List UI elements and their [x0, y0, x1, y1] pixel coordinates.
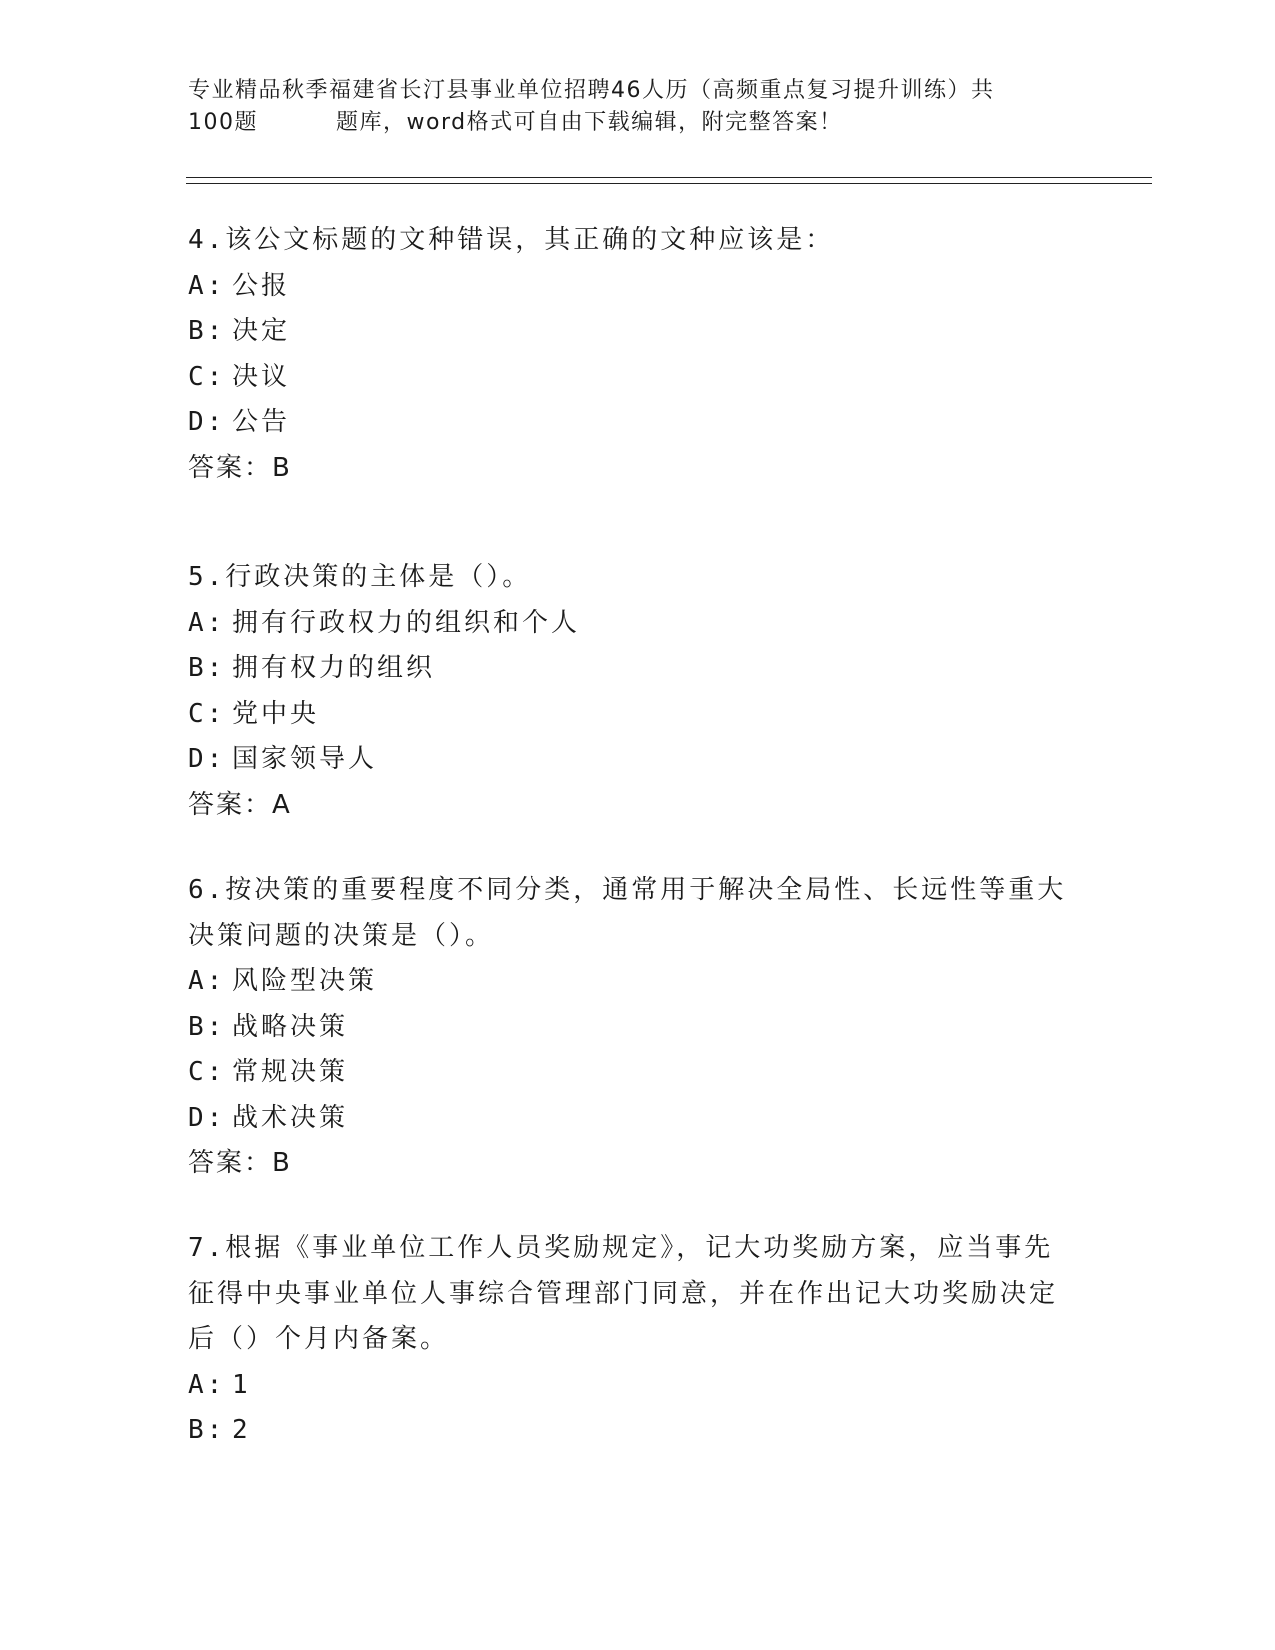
option-c: [188, 692, 1068, 738]
option-text: 1: [232, 1369, 251, 1400]
option-d: [188, 400, 1068, 446]
option-text: 国家领导人: [232, 744, 378, 774]
option-b: [188, 309, 1068, 355]
question-stem-line1: 6.按决策的重要程度不同分类，通常用于解决全局性、长远性等重大: [188, 875, 1067, 905]
option-text: 常规决策: [232, 1057, 349, 1087]
option-text: 风险型决策: [232, 966, 378, 996]
option-b: [188, 646, 1068, 692]
option-d: [188, 1096, 1068, 1142]
option-text: 战术决策: [232, 1102, 349, 1133]
header-divider-bottom: [186, 183, 1152, 184]
option-text: 2: [232, 1415, 251, 1445]
option-c: [188, 355, 1068, 401]
header-description: 题库，word格式可自由下载编辑，附完整答案！: [336, 110, 843, 135]
option-b: [188, 1005, 1068, 1051]
option-text: 决议: [232, 361, 291, 392]
question-6: [188, 868, 1068, 1187]
question-stem-line1: 7.根据《事业单位工作人员奖励规定》，记大功奖励方案，应当事先: [188, 1233, 1054, 1263]
header-question-count: 100题: [188, 110, 258, 135]
option-letter: C:: [188, 361, 226, 392]
question-stem-line2: 决策问题的决策是（）。: [188, 920, 495, 951]
question-stem: 4.该公文标题的文种错误，其正确的文种应该是：: [188, 225, 835, 255]
option-letter: B:: [188, 653, 226, 683]
answer: 答案：A: [188, 789, 292, 820]
option-letter: C:: [188, 1057, 226, 1087]
option-letter: A:: [188, 270, 226, 301]
header-title-line2: [188, 107, 1088, 139]
option-letter: D:: [188, 744, 226, 774]
document-header: [188, 75, 1088, 139]
option-letter: B:: [188, 316, 226, 346]
option-text: 战略决策: [232, 1011, 349, 1042]
option-text: 公报: [232, 270, 291, 301]
option-text: 党中央: [232, 698, 320, 729]
option-letter: B:: [188, 1415, 226, 1445]
option-d: [188, 737, 1068, 783]
option-text: 拥有行政权力的组织和个人: [232, 607, 581, 638]
option-letter: D:: [188, 407, 226, 437]
option-text: 拥有权力的组织: [232, 653, 436, 683]
option-text: 公告: [232, 407, 291, 437]
option-b: [188, 1408, 1068, 1454]
answer: 答案：B: [188, 1148, 292, 1178]
option-a: [188, 264, 1068, 310]
option-c: [188, 1050, 1068, 1096]
option-text: 决定: [232, 316, 291, 346]
option-a: [188, 601, 1068, 647]
header-divider-top: [186, 177, 1152, 178]
question-stem-line3: 后（）个月内备案。: [188, 1324, 450, 1354]
question-4: [188, 218, 1068, 491]
question-5: [188, 555, 1068, 828]
option-letter: A:: [188, 607, 226, 638]
question-stem-line2: 征得中央事业单位人事综合管理部门同意，并在作出记大功奖励决定: [188, 1278, 1059, 1309]
option-a: [188, 959, 1068, 1005]
answer: 答案：B: [188, 452, 292, 483]
option-letter: D:: [188, 1102, 226, 1133]
option-letter: C:: [188, 698, 226, 729]
question-stem: 5.行政决策的主体是（）。: [188, 562, 532, 592]
header-title-line1: 专业精品秋季福建省长汀县事业单位招聘46人历（高频重点复习提升训练）共: [188, 78, 995, 103]
question-7: [188, 1226, 1068, 1454]
option-a: [188, 1363, 1068, 1409]
option-letter: A:: [188, 1369, 226, 1400]
option-letter: A:: [188, 966, 226, 996]
option-letter: B:: [188, 1011, 226, 1042]
